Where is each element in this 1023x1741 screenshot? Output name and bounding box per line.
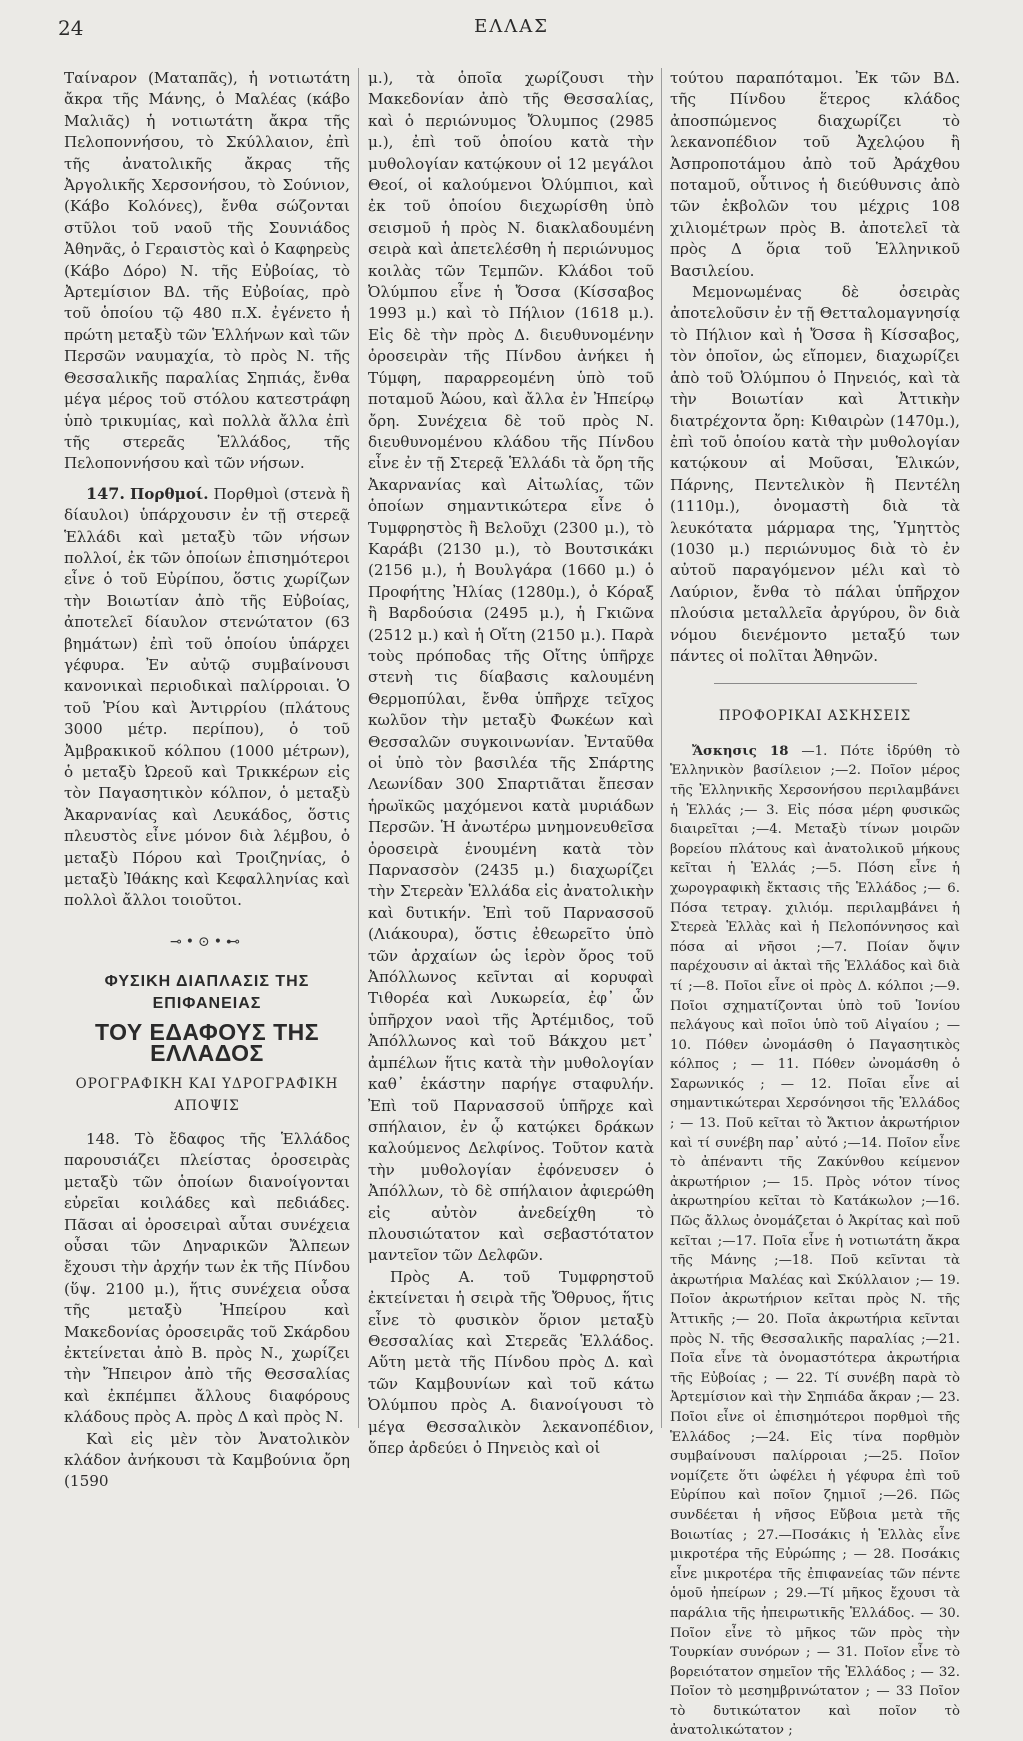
paragraph-capes: Ταίναρον (Ματαπᾶς), ἡ νοτιωτάτη ἄκρα τῆς Μάνης, ὁ Μαλέας (κάβο Μαλιᾶς) ἡ νοτιωτάτη ἄκρα τῆς Πελοποννήσου, τὸ Σκύλλαιον, ἐπὶ τῆς ἀνατολικῆς ἄκρας τῆς Ἀργολικῆς Χερσονήσου, τὸ Σούνιον, (Κάβο Κολόνες), ἔνθα σώζονται στῦλοι τοῦ ναοῦ τῆς Σουνιάδος Ἀθηνᾶς, ὁ Γεραιστὸς καὶ ὁ Καφηρεὺς (Κάβο Δόρο) Ν. τῆς Εὐβοίας, τὸ Ἀρτεμίσιον ΒΔ. τῆς Εὐβοίας, πρὸ τοῦ ὁποίου τῷ 480 π.Χ. ἐγένετο ἡ πρώτη μεταξὺ τῶν Ἑλλήνων καὶ τῶν Περσῶν ναυμαχία, τὸ πρὸς Ν. τῆς Θεσσαλικῆς παραλίας Σηπιάς, ἔνθα μέγα μέρος τοῦ στόλου κατεστράφη ὑπὸ τρικυμίας, καὶ πολλὰ ἄλλα ἐπὶ τῆς στερεᾶς Ἑλλάδος, τῆς Πελοποννήσου καὶ τῶν νήσων. (64, 69, 350, 473)
chapter-heading-line2: ΤΟΥ ΕΔΑΦΟΥΣ ΤΗΣ ΕΛΛΑΔΟΣ (94, 1019, 320, 1067)
section-number: 147. (86, 483, 125, 503)
paragraph-mountains: μ.), τὰ ὁποῖα χωρίζουσι τὴν Μακεδονίαν ἀπὸ τῆς Θεσσαλίας, καὶ ὁ περιώνυμος Ὄλυμπος (2985 μ.), ἐπὶ τοῦ ὁποίου κατὰ τὴν μυθολογίαν κατῴκουν οἱ 12 μεγάλοι Θεοί, οἱ καλούμενοι Ὀλύμπιοι, καὶ ἐκ τοῦ ὁποίου διεχωρίσθη ὑπὸ σεισμοῦ ἡ πρὸς Ν. διακλαδουμένη σειρὰ καὶ ἀπετελέσθη ἡ περιώνυμος κοιλὰς τῶν Τεμπῶν. Κλάδοι τοῦ Ὀλύμπου εἶνε ἡ Ὄσσα (Κίσσαβος 1993 μ.) καὶ τὸ Πήλιον (1618 μ.). Εἰς δὲ τὴν πρὸς Δ. διευθυνομένην ὀροσειρὰν τῆς Πίνδου ἀνήκει ἡ Τύμφη, παραρρεομένη ὑπὸ τοῦ ποταμοῦ Ἀώου, καὶ ἄλλα ἐν Ἠπείρῳ ὄρη. Συνέχεια δὲ τοῦ πρὸς Ν. διευθυνομένου κλάδου τῆς Πίνδου εἶνε ἐν τῇ Στερεᾷ Ἑλλάδι τὰ ὄρη τῆς Ἀκαρνανίας καὶ Αἰτωλίας, τῶν ὁποίων σημαντικώτερα εἶνε ὁ Τυμφρηστὸς ἢ Βελοῦχι (2300 μ.), τὸ Καράβι (2130 μ.), τὸ Βουτσικάκι (2156 μ.), ἡ Βουλγάρα (1660 μ.) ὁ Προφήτης Ἠλίας (1280μ.), ὁ Κόραξ ἢ Βαρδούσια (2495 μ.), ἡ Γκιῶνα (2512 μ.) καὶ ἡ Οἴτη (2150 μ.). Παρὰ τοὺς πρόποδας τῆς Οἴτης ὑπῆρχε στενὴ τις δίαβασις καλουμένη Θερμοπύλαι, ἔνθα ὑπῆρχε τεῖχος κωλῦον τὴν μεταξὺ Φωκέων καὶ Θεσσαλῶν συγκοινωνίαν. Ἐνταῦθα οἱ ὑπὸ τὸν βασιλέα τῆς Σπάρτης Λεωνίδαν 300 Σπαρτιᾶται ἔπεσαν ἡρωϊκῶς μαχόμενοι κατὰ μυριάδων Περσῶν. Ἡ ἀνωτέρω μνημονευθεῖσα ὀροσειρὰ ἑνουμένη κατὰ τὸν Παρνασσὸν (2435 μ.) διαχωρίζει τὴν Στερεὰν Ἑλλάδα εἰς ἀνατολικὴν καὶ δυτικήν. Ἐπὶ τοῦ Παρνασσοῦ (Λιάκουρα), ὅστις ἐθεωρεῖτο ὑπὸ τῶν ἀρχαίων ὡς ἱερὸν ὄρος τοῦ Ἀπόλλωνος κεῖνται αἱ κορυφαὶ Τιθορέα καὶ Λυκωρεία, ἐφ᾽ ὧν ὑπῆρχον ναοὶ τῆς Ἀρτέμιδος, τοῦ Ἀπόλλωνος καὶ τοῦ Βάκχου μετ᾽ ἀμπέλων ἥτις κατὰ τὴν μυθολογίαν καθ᾽ ἑκάστην παρήγε σταφυλήν. Ἐπὶ τοῦ Παρνασσοῦ ὑπῆρχε καὶ σπήλαιον, ἐν ᾧ κατῴκει δράκων καλούμενος Δελφίνος. Τοῦτον κατὰ τὴν μυθολογίαν ἐφόνευσεν ὁ Ἀπόλλων, τὸ δὲ σπήλαιον ἀφιερώθη εἰς αὐτὸν ἀνεδείχθη τὸ πλουσιώτατον καὶ σεβαστότατον μαντεῖον τῶν Δελφῶν. (368, 69, 654, 1265)
column-middle (368, 68, 654, 1459)
page-number: 24 (58, 16, 84, 40)
column-right (670, 68, 960, 1741)
section-text: Πορθμοὶ (στενὰ ἢ δίαυλοι) ὑπάρχουσιν ἐν τῇ στερεᾷ Ἑλλάδι καὶ μεταξὺ τῶν νήσων πολλοί, ἐκ τῶν ὁποίων ἐπισημότεροι εἶνε ὁ τοῦ Εὐρίπου, ὅστις χωρίζων τὴν Βοιωτίαν ἀπὸ τῆς Εὐβοίας, ἀποτελεῖ δίαυλον στενώτατον (63 βημάτων) ἐπὶ τοῦ ὁποίου ὑπάρχει γέφυρα. Ἐν αὐτῷ συμβαίνουσι κανονικαὶ περιοδικαὶ παλίρροιαι. Ὁ τοῦ Ῥίου καὶ Ἀντιρρίου (πλάτους 3000 μέτρ. περίπου), ὁ τοῦ Ἀμβρακικοῦ κόλπου (1000 μέτρων), ὁ μεταξὺ Ὠρεοῦ καὶ Τρικκέρων εἰς τὸν Παγασητικὸν κόλπον, ὁ μεταξὺ Ἀκαρνανίας καὶ Λευκάδος, ὅστις πλευστὸς εἶνε μόνον διὰ λέμβου, ὁ μεταξὺ Πόρου καὶ Τροιζηνίας, ὁ μεταξὺ Ἰθάκης καὶ Κεφαλληνίας καὶ πολλοὶ ἄλλοι τοιοῦτοι. (64, 484, 351, 910)
running-title: ΕΛΛΑΣ (474, 16, 549, 37)
ornament-divider: ⊸•⊙•⊷ (170, 933, 244, 950)
chapter-subheading (64, 1073, 350, 1117)
exercises-text: —1. Πότε ἱδρύθη τὸ Ἑλληνικὸν βασίλειον ;—2. Ποῖον μέρος τῆς Ἑλληνικῆς Χερσονήσου περιλαμβάνει ἡ Ἑλλάς ;— 3. Εἰς πόσα μέρη φυσικῶς διαιρεῖται ;—4. Μεταξὺ τίνων μοιρῶν βορείου πλάτους καὶ ἀνατολικοῦ μήκους κεῖται ἡ Ἑλλάς ;—5. Πόση εἶνε ἡ χωρογραφικὴ ἔκτασις τῆς Ἑλλάδος ;— 6. Πόσα τετραγ. χιλιόμ. περιλαμβάνει ἡ Στερεὰ Ἑλλὰς καὶ ἡ Πελοπόννησος καὶ πόσα αἱ νῆσοι ;—7. Ποίαν ὄψιν παρέχουσιν αἱ ἀκταὶ τῆς Ἑλλάδος καὶ διὰ τί ;—8. Ποῖοι εἶνε οἱ πρὸς Δ. κόλποι ;—9. Ποῖοι σχηματίζονται ὑπὸ τοῦ Ἰονίου πελάγους καὶ ποῖοι ὑπὸ τοῦ Αἰγαίου ; —10. Πόθεν ὠνομάσθη ὁ Παγασητικὸς κόλπος ; — 11. Πόθεν ὠνομάσθη ὁ Σαρωνικός ; — 12. Ποῖαι εἶνε αἱ σημαντικώτεραι Χερσόνησοι τῆς Ἑλλάδος ; — 13. Ποῦ κεῖται τὸ Ἄκτιον ἀκρωτήριον καὶ τί συνέβη παρ᾽ αὐτό ;—14. Ποῖον εἶνε τὸ ἀπέναντι τῆς Ζακύνθου κείμενον ἀκρωτήριον ;— 15. Πρὸς νότον τίνος ἀκρωτηρίου κεῖται τὸ Κατάκωλον ;—16. Πῶς ἄλλως ὀνομάζεται ὁ Ἀκρίτας καὶ ποῦ κεῖται ;—17. Ποῖα εἶνε ἡ νοτιωτάτη ἄκρα τῆς Μάνης ;—18. Ποῦ κεῖνται τὰ ἀκρωτήρια Μαλέας καὶ Σκύλλαιον ;— 19. Ποῖον ἀκρωτήριον κεῖται πρὸς Ν. τῆς Ἀττικῆς ;— 20. Ποῖα ἀκρωτήρια κεῖνται πρὸς Ν. τῆς Θεσσαλικῆς παραλίας ;—21. Ποῖα εἶνε τὰ ὀνομαστότερα ἀκρωτήρια τῆς Εὐβοίας ; — 22. Τί συνέβη παρὰ τὸ Ἀρτεμίσιον καὶ τὴν Σηπιάδα ἄκραν ;— 23. Ποῖοι εἶνε οἱ ἐπισημότεροι πορθμοὶ τῆς Ἑλλάδος ;—24. Εἰς τίνα πορθμὸν συμβαίνουσι παλίρροιαι ;—25. Ποῖον νομίζετε ὅτι ὠφέλει ἡ γέφυρα ἐπὶ τοῦ Εὐρίπου καὶ ποῖον ζημιοῖ ;—26. Πῶς συνδέεται ἡ νῆσος Εὔβοια μετὰ τῆς Βοιωτίας ; 27.—Ποσάκις ἡ Ἑλλὰς εἶνε μικροτέρα τῆς Εὐρώπης ; — 28. Ποσάκις εἶνε μικροτέρα τῆς ἐπιφανείας τῶν πέντε ὁμοῦ ἠπείρων ; 29.—Τί μῆκος ἔχουσι τὰ παράλια τῆς ἠπειρωτικῆς Ἑλλάδος. — 30. Ποῖον εἶνε τὸ μῆκος τῶν πρὸς τὴν Τουρκίαν συνόρων ; — 31. Ποῖον εἶνε τὸ βορειότατον σημεῖον τῆς Ἑλλάδος ; — 32. Ποῖον τὸ μεσημβρινώτατον ; — 33 Ποῖον τὸ δυτικώτατον καὶ ποῖον τὸ ἀνατολικώτατον ; (670, 743, 960, 1739)
column-left (64, 68, 350, 1493)
exercises-label: Ἄσκησις 18 (692, 743, 789, 759)
paragraph-148: 148. Τὸ ἔδαφος τῆς Ἑλλάδος παρουσιάζει πλείστας ὀροσειρὰς μεταξὺ τῶν ὁποίων διανοίγονται εὐρεῖαι κοιλάδες καὶ πεδιάδες. Πᾶσαι αἱ ὀροσειραὶ αὗται συνέχεια οὖσαι τῶν Δηναρικῶν Ἄλπεων ἔχουσι τὴν ἀρχήν των ἐκ τῆς Πίνδου (ὕψ. 2100 μ.), ἥτις συνέχεια οὖσα τῆς μεταξὺ Ἠπείρου καὶ Μακεδονίας ὀροσειρᾶς τοῦ Σκάρδου ἐκτείνεται ἀπὸ Β. πρὸς Ν., χωρίζει τὴν Ἤπειρον ἀπὸ τῆς Θεσσαλίας καὶ ἐκπέμπει ἄλλους διαφόρους κλάδους πρὸς Α. πρὸς Δ καὶ πρὸς Ν. (64, 1129, 350, 1427)
section-title: Πορθμοί. (129, 484, 209, 503)
column-divider-1 (358, 68, 359, 1428)
chapter-heading-line1: ΦΥΣΙΚΗ ΔΙΑΠΛΑΣΙΣ ΤΗΣ ΕΠΙΦΑΝΕΙΑΣ (104, 973, 310, 1012)
column-divider-2 (661, 68, 662, 1428)
paragraph-isolated-ranges: Μεμονωμένας δὲ ὀσειρὰς ἀποτελοῦσιν ἐν τῇ Θετταλομαγνησίᾳ τὸ Πήλιον καὶ ἡ Ὄσσα ἢ Κίσσαβος, τὸν ὁποῖον, ὡς εἴπομεν, διαχωρίζει ἀπὸ τοῦ Ὀλύμπου ὁ Πηνειός, καὶ τὰ τὴν Βοιωτίαν καὶ Ἀττικὴν διατρέχοντα ὄρη: Κιθαιρὼν (1470μ.), ἐπὶ τοῦ ὁποίου κατὰ τὴν μυθολογίαν κατῴκουν αἱ Μοῦσαι, Ἑλικών, Πάρνης, Πεντελικὸν ἢ Πεντέλη (1110μ.), ὀνομαστὴ διὰ τὰ λευκότατα μάρμαρα της, Ὑμηττὸς (1030 μ.) περιώνυμος διὰ τὸ ἐν αὐτοῦ παραγόμενον μέλι καὶ τὸ Λαύριον, ἔνθα τὸ πάλαι ὑπῆρχον πλούσια μεταλλεῖα ἀργύρου, ὃν διὰ νόμου διενέμοντο μεταξύ των πάντες οἱ πολῖται Ἀθηνῶν. (670, 283, 960, 665)
section-147 (64, 483, 350, 912)
exercises-rule (714, 683, 917, 684)
subheading-line2: ΑΠΟΨΙΣ (174, 1097, 240, 1114)
subheading-line1: ΟΡΟΓΡΑΦΙΚΗ ΚΑΙ ΥΔΡΟΓΡΑΦΙΚΗ (75, 1075, 339, 1092)
paragraph-eastern-branch: Καὶ εἰς μὲν τὸν Ἀνατολικὸν κλάδον ἀνήκουσι τὰ Καμβούνια ὄρη (1590 (64, 1429, 350, 1491)
paragraph-tributaries: τούτου παραπόταμοι. Ἐκ τῶν ΒΔ. τῆς Πίνδου ἕτερος κλάδος ἀποσπώμενος διαχωρίζει τὸ λεκανοπέδιον τοῦ Ἀχελῴου ἢ Ἀσπροποτάμου ἀπὸ τοῦ Ἀράχθου ποταμοῦ, οὗτινος ἡ διεύθυνσις ἀπὸ τῶν ἐκβολῶν του μέχρις 108 χιλιομέτρων πρὸς Β. ἀποτελεῖ τὰ πρὸς Δ ὅρια τοῦ Ἑλληνικοῦ Βασιλείου. (670, 69, 960, 280)
exercises-block (670, 742, 960, 1741)
exercises-title: ΠΡΟΦΟΡΙΚΑΙ ΑΣΚΗΣΕΙΣ (718, 708, 912, 725)
exercises-paragraph (670, 742, 960, 1741)
paragraph-othrys: Πρὸς Α. τοῦ Τυμφρηστοῦ ἐκτείνεται ἡ σειρὰ τῆς Ὄθρυος, ἥτις εἶνε τὸ φυσικὸν ὅριον μεταξὺ Θεσσαλίας καὶ Στερεᾶς Ἑλλάδος. Αὕτη μετὰ τῆς Πίνδου πρὸς Δ. καὶ τῶν Καμβουνίων καὶ τοῦ κάτω Ὀλύμπου πρὸς Α. διανοίγουσι τὸ μέγα Θεσσαλικὸν λεκανοπέδιον, ὅπερ ἀρδεύει ὁ Πηνειὸς καὶ οἱ (368, 1267, 654, 1457)
